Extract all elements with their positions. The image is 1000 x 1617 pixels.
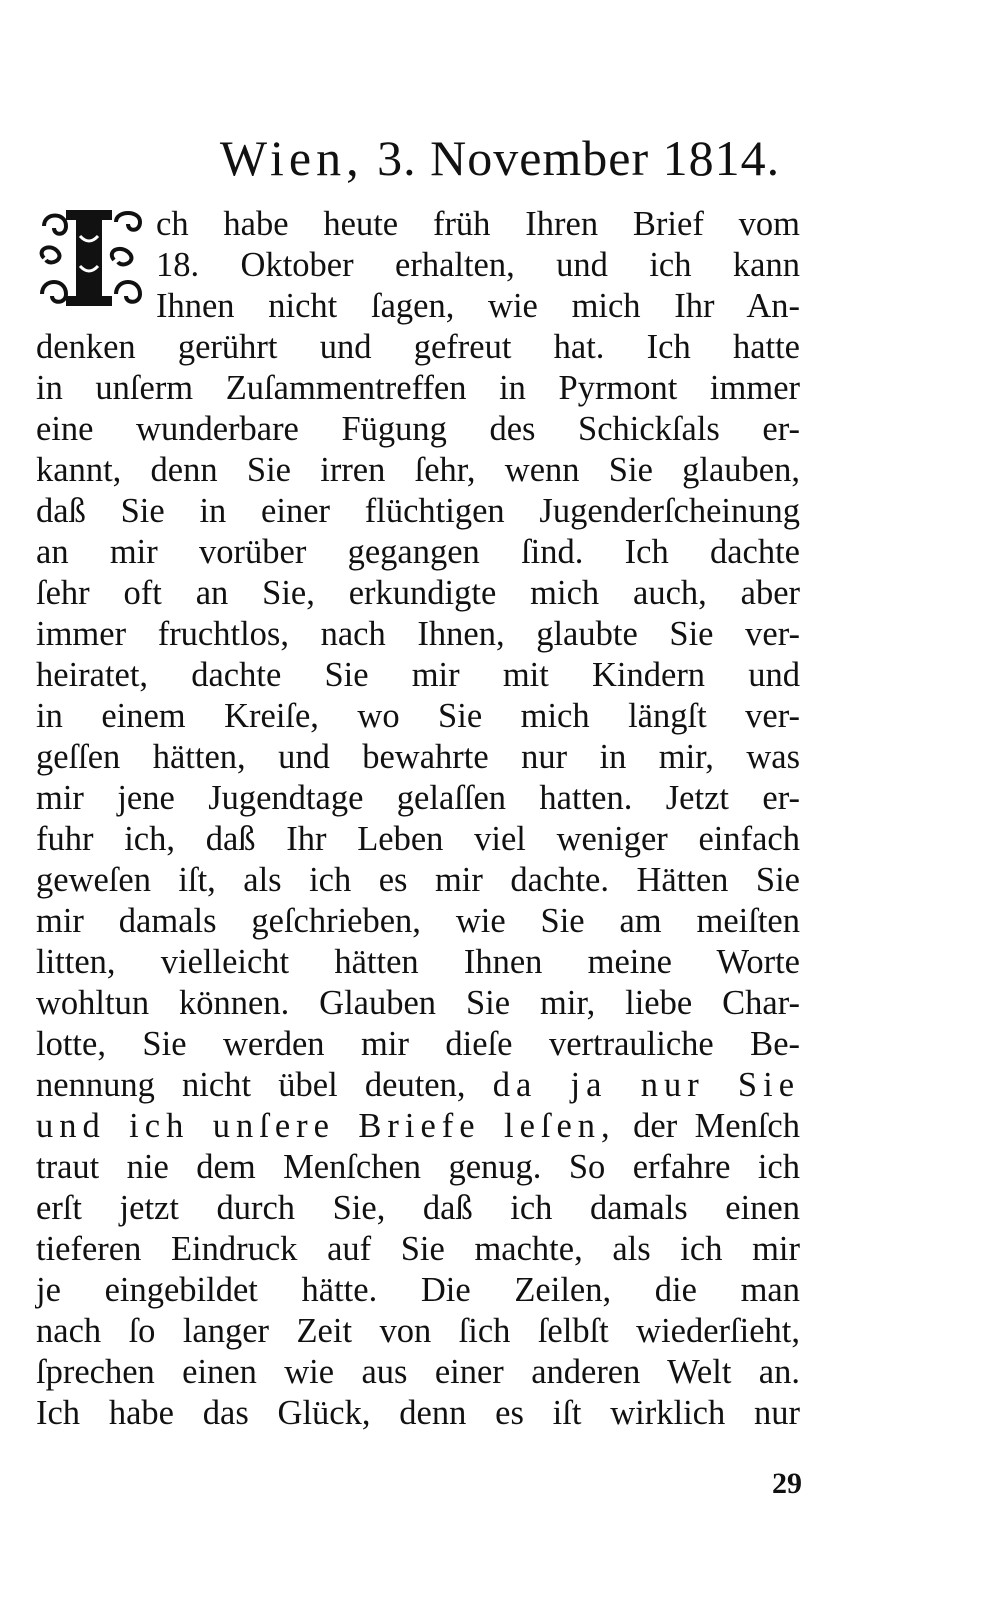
text-line: in unſerm Zuſammentreffen in Pyrmont immer [36, 369, 800, 407]
text-line: lotte, Sie werden mir dieſe vertrauliche Be- [36, 1025, 800, 1063]
text-line: eine wunderbare Fügung des Schickſals er- [36, 410, 800, 448]
text-line: wohltun können. Glauben Sie mir, liebe Char- [36, 984, 800, 1022]
text-line: immer fruchtlos, nach Ihnen, glaubte Sie ver- [36, 615, 800, 653]
text-line: geſſen hätten, und bewahrte nur in mir, was [36, 738, 800, 776]
page-number: 29 [772, 1467, 802, 1500]
text-line: tieferen Eindruck auf Sie machte, als ich mir [36, 1230, 800, 1268]
text-line: geweſen iſt, als ich es mir dachte. Hätten Sie [36, 861, 800, 899]
text-line: ch habe heute früh Ihren Brief vom [156, 205, 800, 243]
text-line: ſehr oft an Sie, erkundigte mich auch, aber [36, 574, 800, 612]
spaced-emphasis: da ja nur Sie [492, 1066, 801, 1104]
letter-heading [0, 128, 1000, 188]
text-line: daß Sie in einer flüchtigen Jugenderſcheinung [36, 492, 800, 530]
text-line: denken gerührt und gefreut hat. Ich hatte [36, 328, 800, 366]
text-line-mixed [36, 1065, 800, 1106]
text-line: je eingebildet hätte. Die Zeilen, die man [36, 1271, 800, 1309]
text-line: litten, vielleicht hätten Ihnen meine Worte [36, 943, 800, 981]
text-line: traut nie dem Menſchen genug. So erfahre ich [36, 1148, 800, 1186]
ornamental-initial-graphic [36, 206, 146, 310]
text-segment: nennung nicht übel deuten, [36, 1066, 466, 1104]
spaced-emphasis: und ich unſere Briefe leſen, [36, 1107, 616, 1145]
text-line-mixed [36, 1106, 800, 1147]
text-line: an mir vorüber gegangen ſind. Ich dachte [36, 533, 800, 571]
text-line: kannt, denn Sie irren ſehr, wenn Sie glauben, [36, 451, 800, 489]
text-line: ſprechen einen wie aus einer anderen Welt an. [36, 1353, 800, 1391]
text-line: nach ſo langer Zeit von ſich ſelbſt wiederſieht, [36, 1312, 800, 1350]
text-line: heiratet, dachte Sie mir mit Kindern und [36, 656, 800, 694]
text-line: 18. Oktober erhalten, und ich kann [156, 246, 800, 284]
text-line: mir damals geſchrieben, wie Sie am meiſten [36, 902, 800, 940]
text-line: in einem Kreiſe, wo Sie mich längſt ver- [36, 697, 800, 735]
text-line: Ihnen nicht ſagen, wie mich Ihr An- [156, 287, 800, 325]
text-line: Ich habe das Glück, denn es iſt wirklich nur [36, 1394, 800, 1432]
heading-date: 3. November 1814. [377, 130, 781, 186]
ornamental-initial [36, 206, 146, 310]
text-line: mir jene Jugendtage gelaſſen hatten. Jetzt er- [36, 779, 800, 817]
text-segment: der Menſch [633, 1107, 800, 1145]
text-line: fuhr ich, daß Ihr Leben viel weniger einfach [36, 820, 800, 858]
heading-place: Wien, [219, 130, 364, 186]
text-line: erſt jetzt durch Sie, daß ich damals einen [36, 1189, 800, 1227]
